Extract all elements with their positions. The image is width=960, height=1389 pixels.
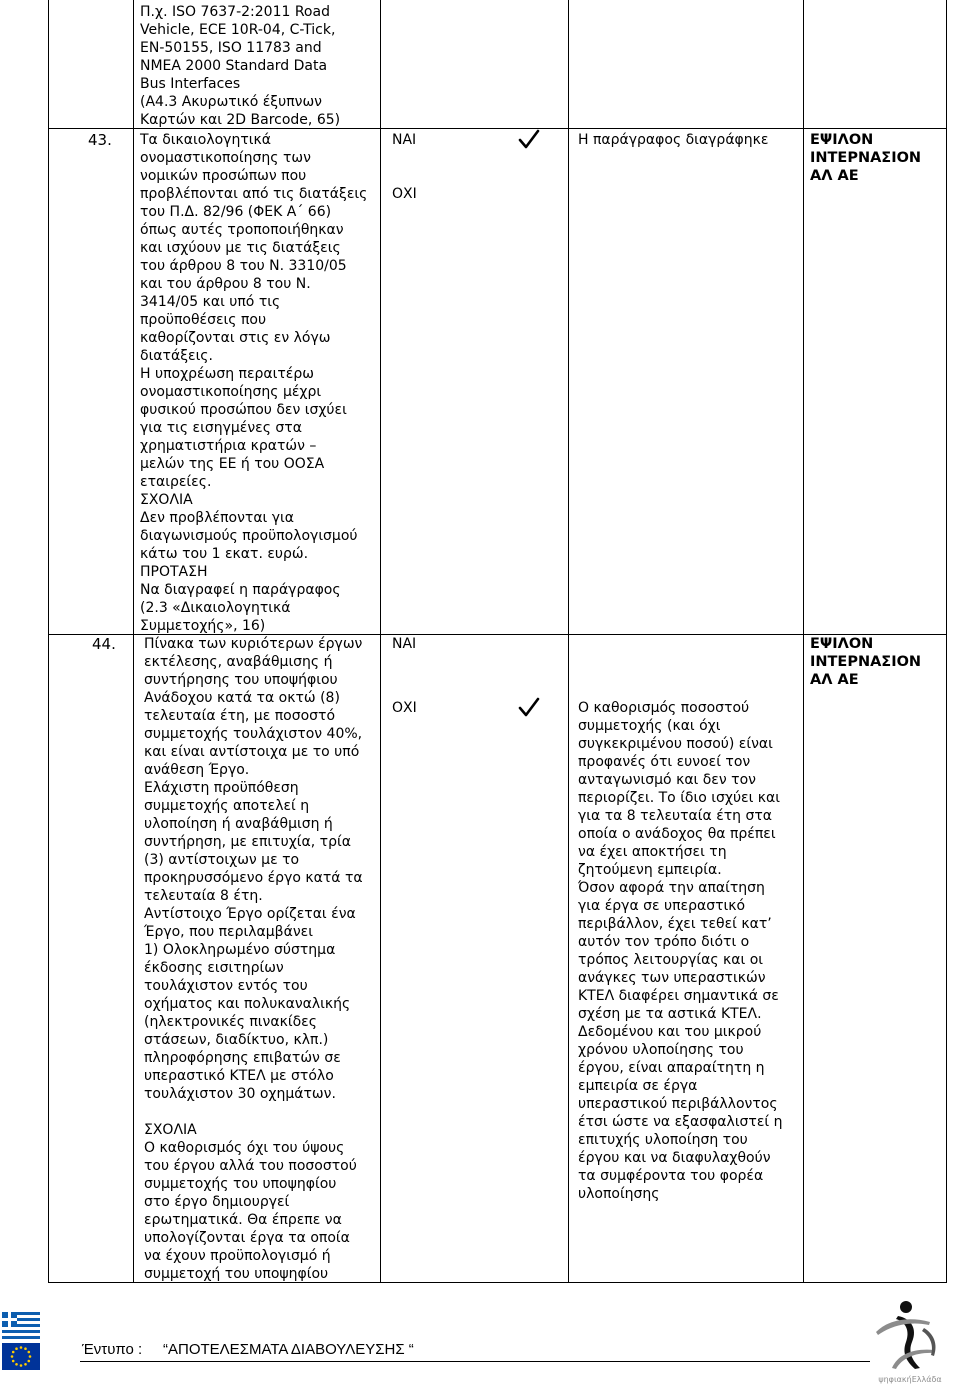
eu-flag-star <box>24 1363 27 1366</box>
eu-flag-star <box>29 1355 32 1358</box>
eu-flag-star <box>15 1363 18 1366</box>
eu-flag-star <box>11 1355 14 1358</box>
eu-flag-icon <box>2 1343 40 1370</box>
logo-figure-head <box>900 1301 912 1313</box>
logo-wordmark: ψηφιακήΕλλάδα <box>878 1375 942 1384</box>
acceptance-option-no <box>392 699 562 717</box>
column-divider-paragraph <box>380 0 381 1283</box>
option-label: ΝΑΙ <box>392 636 417 652</box>
table-border-left <box>48 0 49 1283</box>
check-mark-stroke <box>520 131 538 147</box>
table-border-right <box>946 0 947 1283</box>
greek-flag-stripe <box>2 1327 40 1330</box>
psifiaki-ellada-logo-icon <box>868 1298 952 1376</box>
option-label: ΟΧΙ <box>392 700 417 716</box>
flags-icon <box>2 1312 40 1370</box>
eu-flag-star <box>20 1364 23 1367</box>
greek-flag-stripe <box>2 1333 40 1336</box>
footer-rule <box>80 1361 870 1362</box>
check-icon <box>518 696 540 718</box>
row-number: 43. <box>88 131 112 149</box>
column-divider-number <box>133 0 134 1283</box>
eu-flag-star <box>15 1347 18 1350</box>
option-label: ΝΑΙ <box>392 132 417 148</box>
paragraph-text: Πίνακα των κυριότερων έργων εκτέλεσης, αναβάθμισης ή συντήρησης του υποψήφιου Ανάδοχου κατά τα οκτώ (8) τελευταία έτη, με ποσοστό συμμετοχής τουλάχιστον 40%, και είναι αντίστοιχα με το υπό ανάθεση Έργο. Ελάχιστη προϋπόθεση συμμετοχής αποτελεί η υλοποίηση ή αναβάθμιση ή συντήρηση, με επιτυχία, τρία (3) αντίστοιχων με το προκηρυσσόμενο έργο κατά τα τελευταία 8 έτη. Αντίστοιχο Έργο ορίζεται ένα Έργο, που περιλαμβάνει 1) Ολοκληρωμένο σύστημα έκδοσης εισιτηρίων τουλάχιστον εντός του οχήματος και πολυκαναλικής (ηλεκτρονικές πινακίδες στάσεων, διαδίκτυο, κλπ.) πληροφόρησης επιβατών σε υπεραστικό ΚΤΕΛ με στόλο τουλάχιστον 30 οχημάτων. ΣΧΟΛΙΑ Ο καθορισμός όχι του ύψους του έργου αλλά του ποσοστού συμμετοχής του υποψηφίου στο έργο δημιουργεί ερωτηματικά. Θα έπρεπε να υπολογίζονται έργα τα οποία να έχουν προϋπολογισμό ή συμμετοχή του υποψηφίου <box>144 636 363 1282</box>
eu-flag-star <box>12 1360 15 1363</box>
check-icon <box>518 128 540 150</box>
greek-flag-cross <box>2 1318 17 1321</box>
form-title: “ΑΠΟΤΕΛΕΣΜΑΤΑ ΔΙΑΒΟΥΛΕΥΣΗΣ “ <box>163 1341 414 1358</box>
eu-flag-star <box>20 1346 23 1349</box>
acceptance-option-yes <box>392 635 562 653</box>
greek-flag-stripe <box>2 1336 40 1339</box>
acceptance-option-no <box>392 185 562 203</box>
paragraph-text: Π.χ. ISO 7637-2:2011 Road Vehicle, ECE 10R-04, C-Tick, EN-50155, ISO 11783 and NMEA 2000 Standard Data Bus Interfaces (Α4.3 Ακυρωτικό έξυπνων Καρτών και 2D Barcode, 65) <box>140 4 341 128</box>
eu-flag-star <box>12 1351 15 1354</box>
eu-flag-star <box>24 1347 27 1350</box>
eu-flag-star <box>27 1360 30 1363</box>
acceptance-option-yes <box>392 131 562 149</box>
column-divider-justification <box>803 0 804 1283</box>
paragraph-text: Τα δικαιολογητικά ονομαστικοποίησης των νομικών προσώπων που προβλέπονται από τις διατάξεις του Π.Δ. 82/96 (ΦΕΚ Α΄ 66) όπως αυτές τροποποιήθηκαν και ισχύουν με τις διατάξεις του άρθρου 8 του Ν. 3310/05 και του άρθρου 8 του Ν. 3414/05 και υπό τις προϋποθέσεις που καθορίζονται στις εν λόγω διατάξεις. Η υποχρέωση περαιτέρω ονομαστικοποίησης μέχρι φυσικού προσώπου δεν ισχύει για τις εισηγμένες στα χρηματιστήρια κρατών – μελών της ΕΕ ή του ΟΟΣΑ εταιρείες. ΣΧΟΛΙΑ Δεν προβλέπονται για διαγωνισμούς προϋπολογισμού κάτω του 1 εκατ. ευρώ. ΠΡΟΤΑΣΗ Να διαγραφεί η παράγραφος (2.3 «Δικαιολογητικά Συμμετοχής», 16) <box>140 132 368 634</box>
organization-name: ΕΨΙΛΟΝ ΙΝΤΕΡΝΑΣΙΟΝ ΑΛ ΑΕ <box>810 636 922 688</box>
justification-text: Ο καθορισμός ποσοστού συμμετοχής (και όχι συγκεκριμένου ποσού) είναι προφανές ότι ευνοεί τον ανταγωνισμό και δεν τον περιορίζει. Το ίδιο ισχύει και για τα 8 τελευταία έτη στα οποία ο ανάδοχος θα πρέπει να έχει αποκτήσει τη ζητούμενη εμπειρία. Όσον αφορά την απαίτηση για έργα σε υπεραστικό περιβάλλον, έχει τεθεί κατ’ αυτόν τον τρόπο διότι ο τρόπος λειτουργίας και οι ανάγκες των υπεραστικών ΚΤΕΛ διαφέρει σημαντικά σε σχέση με τα αστικά ΚΤΕΛ. Δεδομένου και του μικρού χρόνου υλοποίησης του έργου, είναι απαραίτητη η εμπειρία σε έργα υπεραστικού περιβάλλοντος έτσι ώστε να εξασφαλιστεί η επιτυχής υλοποίηση του έργου και να διαφυλαχθούν τα συμφέροντα του φορέα υλοποίησης <box>578 700 783 1202</box>
organization-name: ΕΨΙΛΟΝ ΙΝΤΕΡΝΑΣΙΟΝ ΑΛ ΑΕ <box>810 132 922 184</box>
eu-flag-star <box>27 1351 30 1354</box>
greek-flag-icon <box>2 1312 40 1339</box>
option-label: ΟΧΙ <box>392 186 417 202</box>
justification-text: Η παράγραφος διαγράφηκε <box>578 132 769 148</box>
greek-flag-stripe <box>2 1330 40 1333</box>
row-number: 44. <box>92 635 116 653</box>
form-label: Έντυπο : <box>82 1341 143 1358</box>
check-mark-stroke <box>520 699 538 715</box>
logo-figure-arms <box>876 1319 930 1335</box>
column-divider-acceptance <box>568 0 569 1283</box>
